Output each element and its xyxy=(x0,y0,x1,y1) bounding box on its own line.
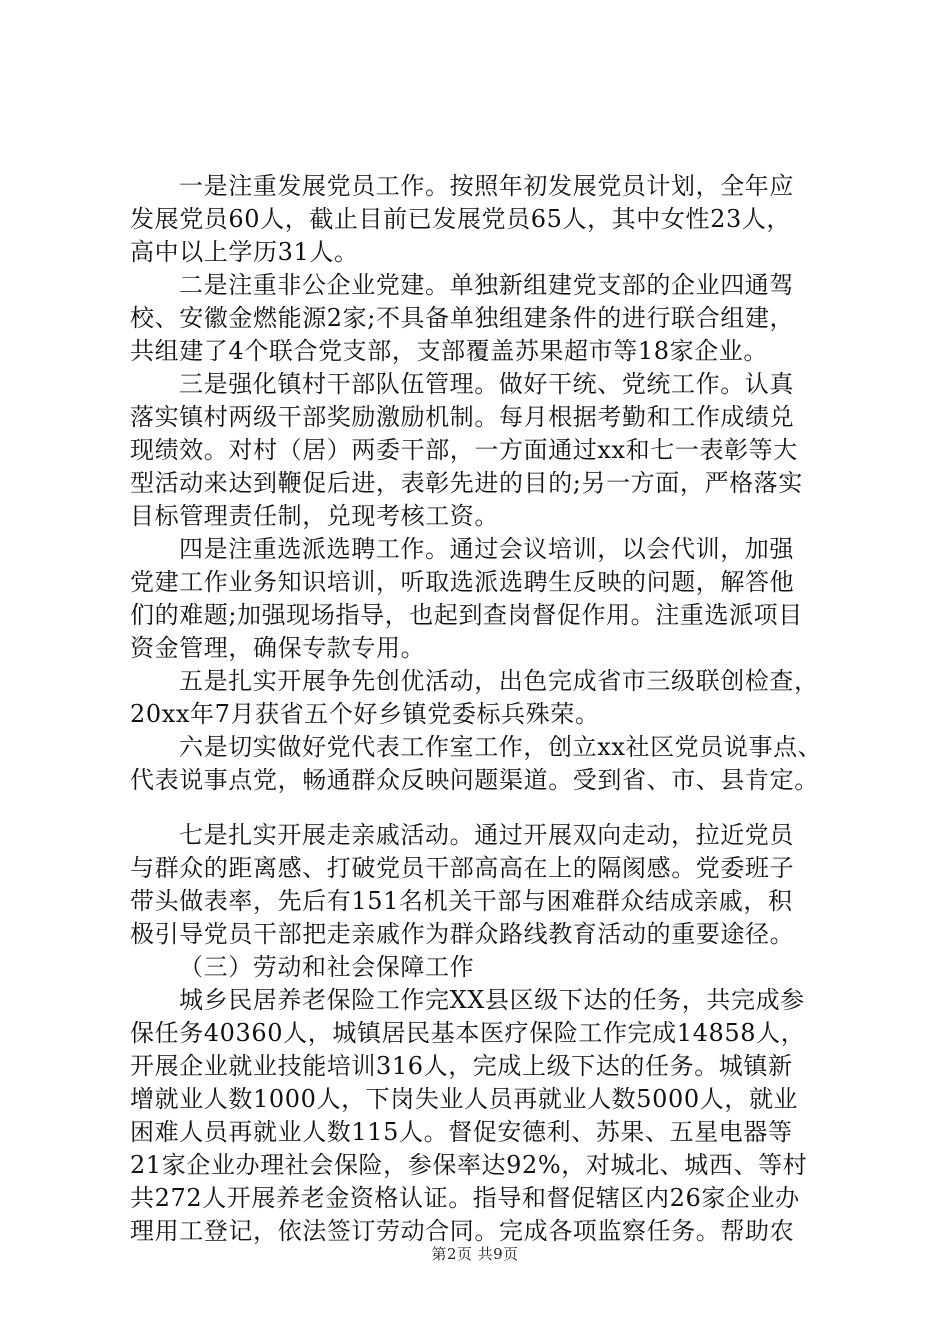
text-line: 资金管理，确保专款专用。 xyxy=(130,634,426,662)
text-line: 带头做表率，先后有151名机关干部与困难群众结成亲戚，积 xyxy=(130,887,793,915)
text-line: 五是扎实开展争先创优活动，出色完成省市三级联创检查， xyxy=(179,667,819,695)
text-line: 们的难题;加强现场指导，也起到查岗督促作用。注重选派项目 xyxy=(130,601,803,629)
text-line: 一是注重发展党员工作。按照年初发展党员计划，全年应 xyxy=(179,172,794,200)
text-line: 四是注重选派选聘工作。通过会议培训，以会代训，加强 xyxy=(179,535,794,563)
text-line: 党建工作业务知识培训，听取选派选聘生反映的问题，解答他 xyxy=(130,568,795,596)
text-line: 20xx年7月获省五个好乡镇党委标兵殊荣。 xyxy=(130,700,600,728)
text-line: 代表说事点党，畅通群众反映问题渠道。受到省、市、县肯定。 xyxy=(130,766,819,794)
text-line: 高中以上学历31人。 xyxy=(130,238,359,266)
text-line: 七是扎实开展走亲戚活动。通过开展双向走动，拉近党员 xyxy=(179,821,794,849)
paragraph-gap xyxy=(130,797,830,819)
text-line: 城乡民居养老保险工作完XX县区级下达的任务，共完成参 xyxy=(179,986,805,1014)
text-line: 二是注重非公企业党建。单独新组建党支部的企业四通驾 xyxy=(179,271,794,299)
text-line: 共组建了4个联合党支部，支部覆盖苏果超市等18家企业。 xyxy=(130,337,769,365)
text-line: 21家企业办理社会保险，参保率达92%，对城北、城西、等村 xyxy=(130,1151,808,1179)
text-line: 现绩效。对村（居）两委干部，一方面通过xx和七一表彰等大 xyxy=(130,436,798,464)
text-line: 校、安徽金燃能源2家;不具备单独组建条件的进行联合组建， xyxy=(130,304,795,332)
text-line: 困难人员再就业人数115人。督促安德利、苏果、五星电器等 xyxy=(130,1118,793,1146)
document-body xyxy=(130,170,830,1248)
text-line: 理用工登记，依法签订劳动合同。完成各项监察任务。帮助农 xyxy=(130,1217,795,1245)
page-number-footer: 第2页 共9页 xyxy=(431,1245,519,1263)
text-line: 共272人开展养老金资格认证。指导和督促辖区内26家企业办 xyxy=(130,1184,800,1212)
section-heading: （三）劳动和社会保障工作 xyxy=(179,953,475,981)
text-line: 三是强化镇村干部队伍管理。做好干统、党统工作。认真 xyxy=(179,370,794,398)
text-line: 与群众的距离感、打破党员干部高高在上的隔阂感。党委班子 xyxy=(130,854,795,882)
text-line: 极引导党员干部把走亲戚作为群众路线教育活动的重要途径。 xyxy=(130,920,795,948)
text-line: 发展党员60人，截止目前已发展党员65人，其中女性23人， xyxy=(130,205,792,233)
text-line: 目标管理责任制，兑现考核工资。 xyxy=(130,502,499,530)
text-line: 保任务40360人，城镇居民基本医疗保险工作完成14858人， xyxy=(130,1019,806,1047)
text-line: 落实镇村两级干部奖励激励机制。每月根据考勤和工作成绩兑 xyxy=(130,403,795,431)
text-line: 增就业人数1000人，下岗失业人员再就业人数5000人，就业 xyxy=(130,1085,799,1113)
text-line: 开展企业就业技能培训316人，完成上级下达的任务。城镇新 xyxy=(130,1052,793,1080)
text-line: 六是切实做好党代表工作室工作，创立xx社区党员说事点、 xyxy=(179,733,823,761)
text-line: 型活动来达到鞭促后进，表彰先进的目的;另一方面，严格落实 xyxy=(130,469,803,497)
